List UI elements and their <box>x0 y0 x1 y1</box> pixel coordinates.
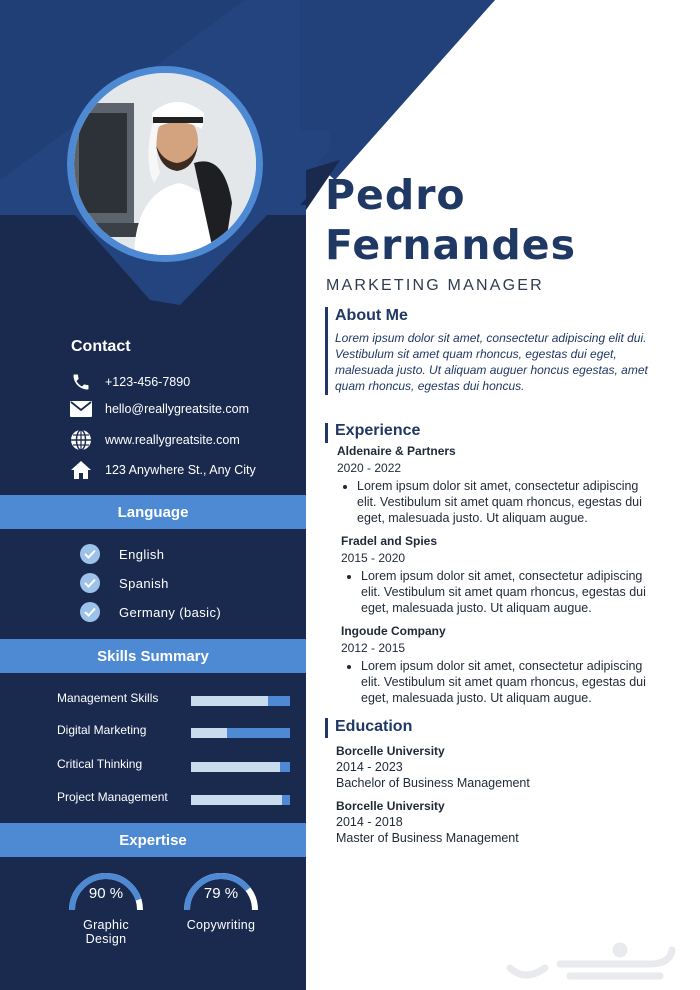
check-icon <box>80 602 100 622</box>
education-entry <box>336 743 530 791</box>
mail-icon <box>68 398 94 420</box>
skill-bar-fill <box>191 728 227 738</box>
education-school: Borcelle University <box>336 744 445 758</box>
skill-label: Project Management <box>57 790 168 804</box>
skill-label: Digital Marketing <box>57 723 147 737</box>
website-text: www.reallygreatsite.com <box>105 433 240 447</box>
job-company: Aldenaire & Partners <box>337 444 456 458</box>
skill-bar-fill <box>191 795 282 805</box>
watermark-logo <box>500 938 690 986</box>
skill-label: Critical Thinking <box>57 757 143 771</box>
skill-row <box>57 690 292 708</box>
education-school: Borcelle University <box>336 799 445 813</box>
contact-address <box>68 459 256 481</box>
profile-photo <box>67 66 263 262</box>
job-description: • Lorem ipsum dolor sit amet, consectetur adipiscing elit. Vestibulum sit amet quam rhoncus, egestas dui eget, malesuada justo. Ut aliquam augue. <box>361 658 651 706</box>
education-accent-bar <box>325 718 328 738</box>
job-entry <box>337 444 647 526</box>
skill-bar <box>191 795 290 805</box>
job-entry <box>341 624 651 706</box>
language-item <box>80 544 164 564</box>
contact-title: Contact <box>71 338 131 355</box>
job-title: MARKETING MANAGER <box>326 277 544 294</box>
about-title: About Me <box>335 307 408 324</box>
experience-title: Experience <box>335 422 421 439</box>
skills-header: Skills Summary <box>0 639 306 673</box>
check-icon <box>80 573 100 593</box>
about-text: Lorem ipsum dolor sit amet, consectetur adipiscing elit dui. Vestibulum sit amet quam rhoncus, egestas dui eget, malesuada justo. Ut aliquam auguer honcus egestas, amet quam rhoncus, egestas dui honcus. <box>335 331 648 393</box>
education-years: 2014 - 2023 <box>336 760 403 774</box>
contact-email[interactable] <box>68 398 249 420</box>
experience-accent-bar <box>325 423 328 443</box>
language-item <box>80 602 221 622</box>
expertise-header: Expertise <box>0 823 306 857</box>
contact-phone[interactable] <box>68 371 190 393</box>
job-description: • Lorem ipsum dolor sit amet, consectetur adipiscing elit. Vestibulum sit amet quam rhoncus, egestas dui eget, malesuada justo. Ut aliquam augue. <box>357 478 647 526</box>
skill-bar <box>191 696 290 706</box>
job-company: Fradel and Spies <box>341 534 438 548</box>
job-entry <box>341 534 651 616</box>
language-label: Spanish <box>119 575 169 591</box>
check-icon <box>80 544 100 564</box>
education-years: 2014 - 2018 <box>336 815 403 829</box>
job-years: 2015 - 2020 <box>341 551 406 565</box>
skill-row <box>57 789 292 807</box>
last-name: Fernandes <box>325 221 576 269</box>
about-accent-bar <box>325 307 328 395</box>
job-company: Ingoude Company <box>341 624 446 638</box>
skill-bar-fill <box>191 762 280 772</box>
address-text: 123 Anywhere St., Any City <box>105 463 256 477</box>
full-name <box>325 170 576 270</box>
gauge-percent: 79 % <box>203 885 239 902</box>
language-label: Germany (basic) <box>119 604 222 620</box>
expertise-gauge <box>181 870 261 932</box>
education-degree: Bachelor of Business Management <box>336 776 530 790</box>
skill-row <box>57 756 292 774</box>
skill-bar <box>191 762 290 772</box>
home-icon <box>68 459 94 481</box>
globe-icon <box>68 429 94 451</box>
job-years: 2020 - 2022 <box>337 461 402 475</box>
skill-bar <box>191 728 290 738</box>
language-header: Language <box>0 495 306 529</box>
skill-bar-fill <box>191 696 268 706</box>
gauge-label: Graphic Design <box>83 918 129 946</box>
first-name: Pedro <box>325 171 466 219</box>
gauge-label: Copywriting <box>186 918 256 932</box>
education-degree: Master of Business Management <box>336 831 519 845</box>
expertise-gauge <box>66 870 146 946</box>
job-years: 2012 - 2015 <box>341 641 406 655</box>
phone-icon <box>68 371 94 393</box>
contact-website[interactable] <box>68 429 240 451</box>
education-title: Education <box>335 718 413 735</box>
phone-text: +123-456-7890 <box>105 375 191 389</box>
education-entry <box>336 798 519 846</box>
skill-label: Management Skills <box>57 691 159 705</box>
skill-row <box>57 722 292 740</box>
job-description: • Lorem ipsum dolor sit amet, consectetur adipiscing elit. Vestibulum sit amet quam rhoncus, egestas dui eget, malesuada justo. Ut aliquam augue. <box>361 568 651 616</box>
language-item <box>80 573 169 593</box>
gauge-percent: 90 % <box>88 885 124 902</box>
language-label: English <box>119 546 165 562</box>
email-text: hello@reallygreatsite.com <box>105 402 250 416</box>
